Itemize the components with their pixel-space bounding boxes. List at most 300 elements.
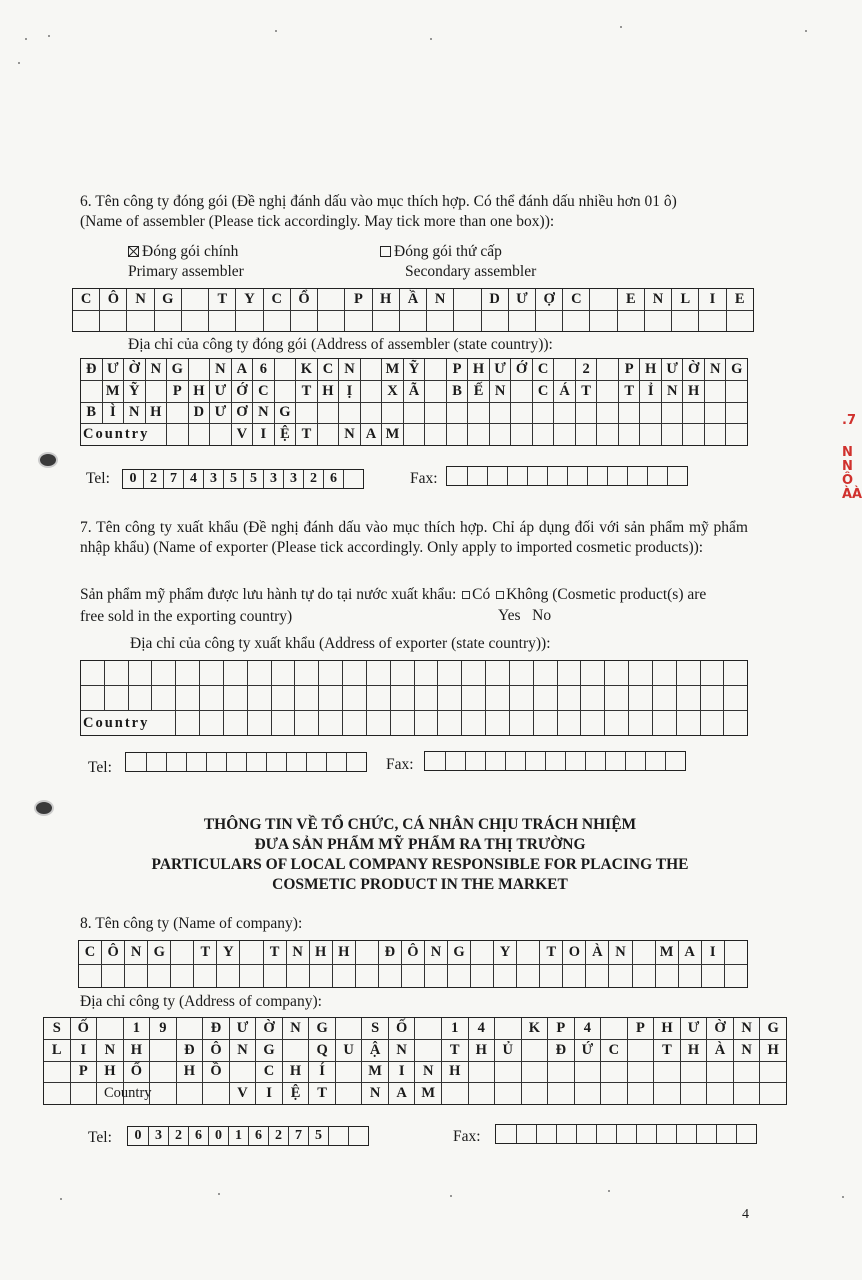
company-tel-boxes[interactable] bbox=[127, 1126, 369, 1146]
grid-cell[interactable] bbox=[274, 359, 296, 380]
primary-assembler-checkbox[interactable] bbox=[128, 246, 139, 257]
grid-cell[interactable] bbox=[489, 403, 511, 424]
grid-cell[interactable] bbox=[414, 1040, 441, 1061]
grid-cell[interactable] bbox=[181, 311, 208, 332]
digit-box[interactable] bbox=[645, 752, 665, 770]
country-cell[interactable]: A bbox=[388, 1083, 415, 1104]
digit-box[interactable] bbox=[146, 753, 166, 771]
grid-cell[interactable]: Ồ bbox=[202, 1062, 229, 1083]
grid-cell[interactable] bbox=[366, 661, 390, 685]
grid-cell[interactable] bbox=[99, 311, 126, 332]
grid-cell[interactable] bbox=[128, 661, 152, 685]
grid-cell[interactable] bbox=[360, 403, 382, 424]
country-cell[interactable] bbox=[627, 1083, 654, 1104]
grid-cell[interactable]: 6 bbox=[252, 359, 274, 380]
grid-cell[interactable] bbox=[632, 941, 655, 964]
grid-cell[interactable]: Ư bbox=[508, 289, 535, 310]
digit-box[interactable]: 0 bbox=[208, 1127, 228, 1145]
digit-box[interactable]: 2 bbox=[268, 1127, 288, 1145]
grid-cell[interactable] bbox=[424, 359, 446, 380]
grid-cell[interactable]: S bbox=[361, 1018, 388, 1039]
grid-cell[interactable]: Ậ bbox=[361, 1040, 388, 1061]
grid-cell[interactable]: Ư bbox=[489, 359, 511, 380]
grid-cell[interactable] bbox=[318, 661, 342, 685]
country-cell[interactable] bbox=[510, 424, 532, 445]
grid-cell[interactable]: T bbox=[208, 289, 235, 310]
grid-cell[interactable]: P bbox=[70, 1062, 97, 1083]
grid-cell[interactable] bbox=[547, 1062, 574, 1083]
country-cell[interactable]: Ệ bbox=[274, 424, 296, 445]
grid-cell[interactable]: Ư bbox=[209, 381, 231, 402]
digit-box[interactable] bbox=[126, 753, 146, 771]
assembler-name-grid[interactable] bbox=[72, 288, 754, 332]
grid-cell[interactable] bbox=[724, 965, 747, 988]
grid-cell[interactable]: Ủ bbox=[494, 1040, 521, 1061]
grid-cell[interactable] bbox=[335, 1018, 362, 1039]
grid-cell[interactable] bbox=[390, 661, 414, 685]
country-cell[interactable] bbox=[366, 711, 390, 735]
grid-cell[interactable] bbox=[235, 311, 262, 332]
country-cell[interactable] bbox=[151, 711, 175, 735]
grid-cell[interactable] bbox=[437, 686, 461, 710]
grid-cell[interactable]: Ỉ bbox=[639, 381, 661, 402]
grid-cell[interactable] bbox=[493, 965, 516, 988]
grid-cell[interactable] bbox=[516, 965, 539, 988]
digit-box[interactable] bbox=[545, 752, 565, 770]
digit-box[interactable]: 0 bbox=[134, 1128, 142, 1143]
grid-cell[interactable]: H bbox=[188, 381, 210, 402]
country-cell[interactable] bbox=[574, 1083, 601, 1104]
grid-cell[interactable]: 9 bbox=[149, 1018, 176, 1039]
digit-box[interactable] bbox=[567, 467, 587, 485]
grid-cell[interactable]: H bbox=[372, 289, 399, 310]
grid-cell[interactable] bbox=[79, 965, 101, 988]
grid-cell[interactable] bbox=[309, 965, 332, 988]
grid-cell[interactable] bbox=[494, 1018, 521, 1039]
grid-cell[interactable] bbox=[485, 661, 509, 685]
digit-box[interactable] bbox=[425, 752, 445, 770]
grid-cell[interactable] bbox=[390, 686, 414, 710]
grid-cell[interactable]: G bbox=[154, 289, 181, 310]
grid-cell[interactable]: K bbox=[521, 1018, 548, 1039]
country-cell[interactable] bbox=[342, 711, 366, 735]
country-cell[interactable]: V bbox=[229, 1083, 256, 1104]
grid-cell[interactable] bbox=[652, 686, 676, 710]
grid-cell[interactable]: Ứ bbox=[574, 1040, 601, 1061]
yes-checkbox[interactable] bbox=[462, 591, 470, 599]
grid-cell[interactable] bbox=[589, 311, 616, 332]
digit-box[interactable] bbox=[607, 467, 627, 485]
grid-cell[interactable]: H bbox=[176, 1062, 203, 1083]
country-cell[interactable] bbox=[676, 711, 700, 735]
digit-box[interactable] bbox=[547, 467, 567, 485]
digit-box[interactable] bbox=[605, 752, 625, 770]
grid-cell[interactable] bbox=[360, 359, 382, 380]
country-cell[interactable]: N bbox=[361, 1083, 388, 1104]
grid-cell[interactable]: N bbox=[209, 359, 231, 380]
digit-box[interactable] bbox=[736, 1125, 756, 1143]
grid-cell[interactable] bbox=[414, 661, 438, 685]
country-cell[interactable] bbox=[639, 424, 661, 445]
grid-cell[interactable] bbox=[360, 381, 382, 402]
country-cell[interactable] bbox=[652, 711, 676, 735]
grid-cell[interactable]: E bbox=[617, 289, 644, 310]
grid-cell[interactable] bbox=[510, 403, 532, 424]
grid-cell[interactable] bbox=[632, 965, 655, 988]
grid-cell[interactable]: G bbox=[255, 1040, 282, 1061]
digit-box[interactable]: 6 bbox=[323, 470, 343, 488]
exporter-address-grid[interactable] bbox=[80, 660, 748, 736]
digit-box[interactable]: 4 bbox=[183, 470, 203, 488]
grid-cell[interactable] bbox=[239, 965, 262, 988]
grid-cell[interactable]: H bbox=[309, 941, 332, 964]
grid-cell[interactable] bbox=[145, 381, 167, 402]
grid-cell[interactable] bbox=[723, 661, 747, 685]
grid-cell[interactable]: Ờ bbox=[706, 1018, 733, 1039]
grid-cell[interactable] bbox=[170, 941, 193, 964]
grid-cell[interactable] bbox=[580, 661, 604, 685]
grid-cell[interactable] bbox=[188, 359, 210, 380]
digit-box[interactable]: 5 bbox=[308, 1127, 328, 1145]
country-cell[interactable] bbox=[628, 711, 652, 735]
digit-box[interactable]: 5 bbox=[243, 470, 263, 488]
grid-cell[interactable]: C bbox=[532, 359, 554, 380]
digit-box[interactable] bbox=[485, 752, 505, 770]
country-cell[interactable]: T bbox=[308, 1083, 335, 1104]
grid-cell[interactable]: P bbox=[627, 1018, 654, 1039]
grid-cell[interactable] bbox=[596, 381, 618, 402]
country-cell[interactable] bbox=[223, 711, 247, 735]
country-cell[interactable]: Ệ bbox=[282, 1083, 309, 1104]
digit-box[interactable]: 3 bbox=[283, 470, 303, 488]
grid-cell[interactable]: Y bbox=[235, 289, 262, 310]
company-name-grid[interactable] bbox=[78, 940, 748, 988]
grid-cell[interactable] bbox=[509, 661, 533, 685]
grid-cell[interactable] bbox=[509, 686, 533, 710]
grid-cell[interactable] bbox=[151, 661, 175, 685]
secondary-assembler-option[interactable]: Đóng gói thứ cấp Secondary assembler bbox=[380, 242, 536, 282]
grid-cell[interactable] bbox=[704, 381, 726, 402]
grid-cell[interactable]: T bbox=[618, 381, 640, 402]
digit-box[interactable] bbox=[206, 753, 226, 771]
country-cell[interactable]: M bbox=[381, 424, 403, 445]
company-fax-boxes[interactable] bbox=[495, 1124, 757, 1144]
grid-cell[interactable]: G bbox=[166, 359, 188, 380]
grid-cell[interactable]: H bbox=[467, 359, 489, 380]
grid-cell[interactable] bbox=[532, 403, 554, 424]
grid-cell[interactable]: C bbox=[317, 359, 339, 380]
country-cell[interactable] bbox=[485, 711, 509, 735]
grid-cell[interactable] bbox=[175, 661, 199, 685]
digit-box[interactable]: 6 bbox=[188, 1127, 208, 1145]
grid-cell[interactable] bbox=[644, 311, 671, 332]
digit-box[interactable] bbox=[536, 1125, 556, 1143]
grid-cell[interactable] bbox=[639, 403, 661, 424]
grid-cell[interactable] bbox=[539, 965, 562, 988]
grid-cell[interactable] bbox=[381, 403, 403, 424]
country-cell[interactable] bbox=[661, 424, 683, 445]
grid-cell[interactable]: L bbox=[671, 289, 698, 310]
grid-cell[interactable] bbox=[181, 289, 208, 310]
country-cell[interactable] bbox=[175, 711, 199, 735]
grid-cell[interactable] bbox=[608, 965, 631, 988]
grid-cell[interactable] bbox=[332, 965, 355, 988]
grid-cell[interactable] bbox=[274, 381, 296, 402]
grid-cell[interactable]: T bbox=[295, 381, 317, 402]
grid-cell[interactable]: Ỹ bbox=[123, 381, 145, 402]
grid-cell[interactable]: N bbox=[124, 941, 147, 964]
grid-cell[interactable]: P bbox=[446, 359, 468, 380]
country-cell[interactable] bbox=[704, 424, 726, 445]
assembler-address-grid[interactable] bbox=[80, 358, 748, 446]
grid-cell[interactable] bbox=[461, 661, 485, 685]
grid-cell[interactable] bbox=[678, 965, 701, 988]
grid-cell[interactable]: N bbox=[252, 403, 274, 424]
grid-cell[interactable]: C bbox=[252, 381, 274, 402]
grid-cell[interactable]: L bbox=[51, 1041, 62, 1058]
grid-cell[interactable]: Ị bbox=[338, 381, 360, 402]
grid-cell[interactable]: E bbox=[726, 289, 753, 310]
grid-cell[interactable] bbox=[508, 311, 535, 332]
digit-box[interactable] bbox=[667, 467, 687, 485]
country-cell[interactable] bbox=[604, 711, 628, 735]
digit-box[interactable] bbox=[286, 753, 306, 771]
grid-cell[interactable] bbox=[294, 686, 318, 710]
digit-box[interactable] bbox=[348, 1127, 368, 1145]
country-cell[interactable] bbox=[521, 1083, 548, 1104]
grid-cell[interactable] bbox=[263, 311, 290, 332]
grid-cell[interactable]: N bbox=[286, 941, 309, 964]
grid-cell[interactable] bbox=[470, 965, 493, 988]
no-checkbox[interactable] bbox=[496, 591, 504, 599]
grid-cell[interactable] bbox=[604, 661, 628, 685]
grid-cell[interactable] bbox=[700, 686, 724, 710]
grid-cell[interactable]: Ơ bbox=[231, 403, 253, 424]
grid-cell[interactable] bbox=[286, 965, 309, 988]
grid-cell[interactable] bbox=[355, 941, 378, 964]
grid-cell[interactable]: Ư bbox=[229, 1018, 256, 1039]
country-cell[interactable] bbox=[467, 424, 489, 445]
digit-box[interactable]: 2 bbox=[303, 470, 323, 488]
grid-cell[interactable] bbox=[318, 686, 342, 710]
grid-cell[interactable] bbox=[317, 289, 344, 310]
grid-cell[interactable]: Ờ bbox=[682, 359, 704, 380]
grid-cell[interactable] bbox=[403, 403, 425, 424]
grid-cell[interactable] bbox=[271, 661, 295, 685]
digit-box[interactable] bbox=[627, 467, 647, 485]
grid-cell[interactable]: I bbox=[701, 941, 724, 964]
digit-box[interactable] bbox=[647, 467, 667, 485]
grid-cell[interactable] bbox=[618, 403, 640, 424]
grid-cell[interactable] bbox=[600, 1018, 627, 1039]
grid-cell[interactable]: Ì bbox=[102, 403, 124, 424]
grid-cell[interactable]: C bbox=[600, 1040, 627, 1061]
grid-cell[interactable]: H bbox=[145, 403, 167, 424]
grid-cell[interactable]: P bbox=[618, 359, 640, 380]
grid-cell[interactable] bbox=[562, 965, 585, 988]
grid-cell[interactable]: Ô bbox=[202, 1040, 229, 1061]
country-cell[interactable]: A bbox=[360, 424, 382, 445]
grid-cell[interactable]: Đ bbox=[547, 1040, 574, 1061]
grid-cell[interactable] bbox=[335, 1062, 362, 1083]
grid-cell[interactable]: N bbox=[426, 289, 453, 310]
grid-cell[interactable] bbox=[706, 1062, 733, 1083]
grid-cell[interactable] bbox=[104, 686, 128, 710]
digit-box[interactable] bbox=[328, 1127, 348, 1145]
grid-cell[interactable]: B bbox=[86, 404, 97, 421]
grid-cell[interactable] bbox=[424, 965, 447, 988]
grid-cell[interactable]: T bbox=[575, 381, 597, 402]
grid-cell[interactable] bbox=[81, 686, 104, 710]
grid-cell[interactable]: S bbox=[52, 1019, 61, 1036]
digit-box[interactable] bbox=[516, 1125, 536, 1143]
country-cell[interactable] bbox=[557, 711, 581, 735]
grid-cell[interactable]: H bbox=[680, 1040, 707, 1061]
grid-cell[interactable] bbox=[521, 1040, 548, 1061]
grid-cell[interactable]: O bbox=[562, 941, 585, 964]
grid-cell[interactable]: Ư bbox=[661, 359, 683, 380]
grid-cell[interactable] bbox=[698, 311, 725, 332]
grid-cell[interactable]: N bbox=[644, 289, 671, 310]
grid-cell[interactable]: P bbox=[344, 289, 371, 310]
digit-box[interactable]: 2 bbox=[168, 1127, 188, 1145]
country-cell[interactable] bbox=[618, 424, 640, 445]
grid-cell[interactable] bbox=[271, 686, 295, 710]
grid-cell[interactable] bbox=[126, 311, 153, 332]
grid-cell[interactable] bbox=[724, 941, 747, 964]
grid-cell[interactable]: H bbox=[759, 1040, 786, 1061]
grid-cell[interactable]: P bbox=[547, 1018, 574, 1039]
grid-cell[interactable]: C bbox=[263, 289, 290, 310]
digit-box[interactable]: 2 bbox=[143, 470, 163, 488]
grid-cell[interactable]: Ợ bbox=[535, 289, 562, 310]
digit-box[interactable] bbox=[625, 752, 645, 770]
country-cell[interactable] bbox=[188, 424, 210, 445]
grid-cell[interactable] bbox=[575, 403, 597, 424]
digit-box[interactable] bbox=[587, 467, 607, 485]
grid-cell[interactable] bbox=[725, 381, 747, 402]
digit-box[interactable] bbox=[507, 467, 527, 485]
grid-cell[interactable]: N bbox=[229, 1040, 256, 1061]
country-cell[interactable] bbox=[759, 1083, 786, 1104]
grid-cell[interactable] bbox=[589, 289, 616, 310]
grid-cell[interactable]: N bbox=[733, 1040, 760, 1061]
grid-cell[interactable] bbox=[399, 311, 426, 332]
grid-cell[interactable]: N bbox=[126, 289, 153, 310]
country-cell[interactable] bbox=[494, 1083, 521, 1104]
digit-box[interactable]: 3 bbox=[148, 1127, 168, 1145]
country-cell[interactable] bbox=[247, 711, 271, 735]
grid-cell[interactable]: 4 bbox=[468, 1018, 495, 1039]
digit-box[interactable] bbox=[656, 1125, 676, 1143]
grid-cell[interactable] bbox=[317, 311, 344, 332]
digit-box[interactable]: 0 bbox=[129, 471, 137, 486]
country-cell[interactable] bbox=[706, 1083, 733, 1104]
grid-cell[interactable] bbox=[453, 289, 480, 310]
grid-cell[interactable] bbox=[401, 965, 424, 988]
grid-cell[interactable] bbox=[229, 1062, 256, 1083]
grid-cell[interactable] bbox=[247, 686, 271, 710]
grid-cell[interactable] bbox=[652, 661, 676, 685]
grid-cell[interactable]: N bbox=[123, 403, 145, 424]
digit-box[interactable] bbox=[676, 1125, 696, 1143]
grid-cell[interactable]: M bbox=[102, 381, 124, 402]
grid-cell[interactable] bbox=[723, 686, 747, 710]
country-cell[interactable] bbox=[271, 711, 295, 735]
digit-box[interactable] bbox=[226, 753, 246, 771]
country-cell[interactable] bbox=[318, 711, 342, 735]
grid-cell[interactable] bbox=[676, 686, 700, 710]
grid-cell[interactable]: D bbox=[481, 289, 508, 310]
grid-cell[interactable]: Ố bbox=[70, 1018, 97, 1039]
country-cell[interactable] bbox=[70, 1083, 97, 1104]
grid-cell[interactable]: Đ bbox=[378, 941, 401, 964]
digit-box[interactable] bbox=[343, 470, 363, 488]
grid-cell[interactable] bbox=[574, 1062, 601, 1083]
grid-cell[interactable]: C bbox=[80, 290, 92, 307]
grid-cell[interactable] bbox=[247, 661, 271, 685]
digit-box[interactable] bbox=[487, 467, 507, 485]
country-cell[interactable] bbox=[725, 424, 747, 445]
grid-cell[interactable]: T bbox=[539, 941, 562, 964]
grid-cell[interactable]: I bbox=[698, 289, 725, 310]
country-cell[interactable] bbox=[680, 1083, 707, 1104]
digit-box[interactable] bbox=[616, 1125, 636, 1143]
grid-cell[interactable] bbox=[208, 311, 235, 332]
grid-cell[interactable]: T bbox=[441, 1040, 468, 1061]
grid-cell[interactable]: T bbox=[653, 1040, 680, 1061]
country-cell[interactable] bbox=[600, 1083, 627, 1104]
grid-cell[interactable]: G bbox=[725, 359, 747, 380]
grid-cell[interactable] bbox=[676, 661, 700, 685]
grid-cell[interactable] bbox=[533, 661, 557, 685]
grid-cell[interactable]: Ỹ bbox=[403, 359, 425, 380]
grid-cell[interactable] bbox=[627, 1040, 654, 1061]
grid-cell[interactable] bbox=[628, 686, 652, 710]
grid-cell[interactable]: C bbox=[532, 381, 554, 402]
grid-cell[interactable] bbox=[596, 359, 618, 380]
grid-cell[interactable]: 1 bbox=[441, 1018, 468, 1039]
grid-cell[interactable] bbox=[342, 661, 366, 685]
grid-cell[interactable] bbox=[44, 1062, 70, 1083]
country-cell[interactable] bbox=[468, 1083, 495, 1104]
grid-cell[interactable] bbox=[372, 311, 399, 332]
grid-cell[interactable]: Đ bbox=[202, 1018, 229, 1039]
country-cell[interactable] bbox=[209, 424, 231, 445]
grid-cell[interactable] bbox=[149, 1062, 176, 1083]
country-cell[interactable] bbox=[596, 424, 618, 445]
grid-cell[interactable] bbox=[680, 1062, 707, 1083]
country-cell[interactable] bbox=[509, 711, 533, 735]
company-address-grid[interactable] bbox=[43, 1017, 787, 1105]
grid-cell[interactable]: À bbox=[585, 941, 608, 964]
digit-box[interactable] bbox=[505, 752, 525, 770]
grid-cell[interactable]: Ô bbox=[101, 941, 124, 964]
grid-cell[interactable]: B bbox=[446, 381, 468, 402]
grid-cell[interactable] bbox=[216, 965, 239, 988]
digit-box[interactable] bbox=[496, 1125, 516, 1143]
digit-box[interactable] bbox=[636, 1125, 656, 1143]
country-cell[interactable] bbox=[700, 711, 724, 735]
digit-box[interactable]: 7 bbox=[163, 470, 183, 488]
grid-cell[interactable]: N bbox=[282, 1018, 309, 1039]
grid-cell[interactable] bbox=[655, 965, 678, 988]
grid-cell[interactable] bbox=[467, 403, 489, 424]
country-cell[interactable] bbox=[653, 1083, 680, 1104]
grid-cell[interactable]: Ớ bbox=[510, 359, 532, 380]
digit-box[interactable] bbox=[556, 1125, 576, 1143]
country-cell[interactable] bbox=[390, 711, 414, 735]
